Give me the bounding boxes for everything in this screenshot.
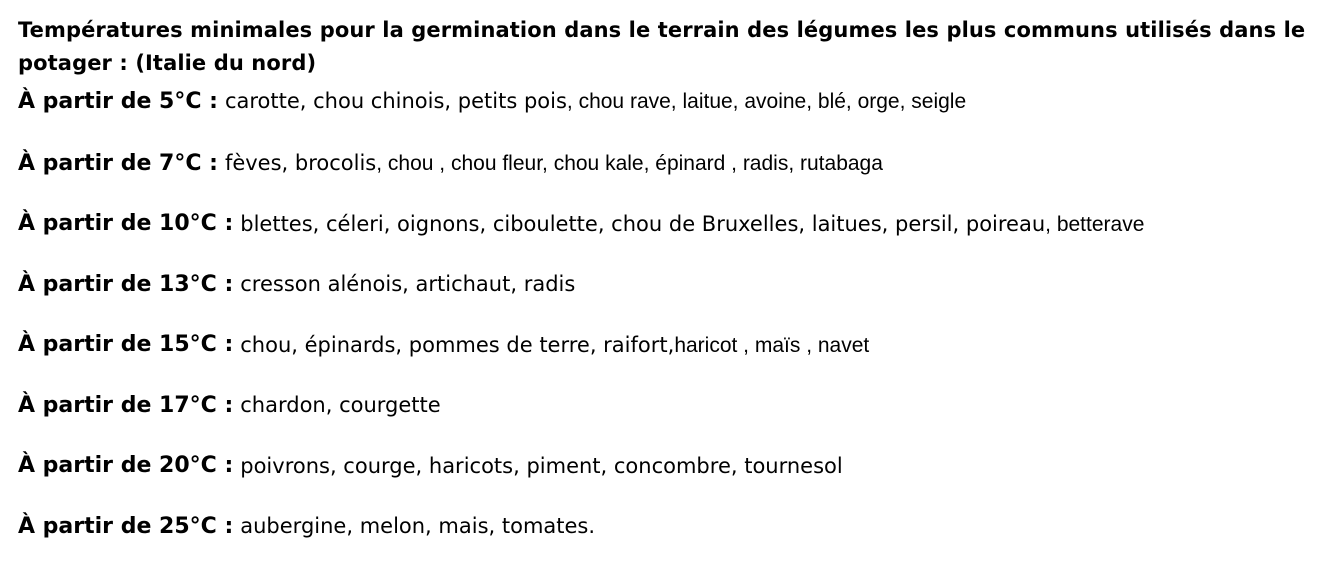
list-item: [18, 89, 1318, 133]
list-item: [18, 194, 1318, 255]
vegetable-list: blettes, céleri, oignons, ciboulette, chou de Bruxelles, laitues, persil, poireau: [240, 211, 1046, 236]
vegetable-list: chardon, courgette: [240, 393, 441, 418]
temperature-label: À partir de 20°C :: [18, 453, 234, 479]
temperature-list: [18, 89, 1318, 557]
vegetable-list: poivrons, courge, haricots, piment, concombre, tournesol: [240, 453, 843, 478]
document: [18, 14, 1318, 557]
vegetable-list: chou, épinards, pommes de terre, raifort,: [240, 332, 675, 357]
temperature-label: À partir de 25°C :: [18, 513, 234, 539]
list-item: [18, 254, 1318, 315]
list-item: [18, 133, 1318, 194]
vegetable-list: aubergine, melon, mais, tomates.: [240, 514, 596, 539]
document-title: Températures minimales pour la germination dans le terrain des légumes les plus communs utilisés dans le potager : (Italie du nord): [18, 18, 1306, 75]
vegetable-list: fèves, brocolis: [224, 151, 377, 176]
temperature-label: À partir de 10°C :: [18, 211, 234, 237]
vegetable-list-extra: , chou rave, laitue, avoine, blé, orge, seigle: [566, 90, 967, 113]
vegetable-list-extra: , betterave: [1045, 212, 1145, 236]
vegetable-list: carotte, chou chinois, petits pois: [224, 89, 567, 113]
vegetable-list-extra: , chou , chou fleur, chou kale, épinard , radis, rutabaga: [376, 152, 883, 176]
list-item: [18, 375, 1318, 436]
list-item: [18, 315, 1318, 376]
vegetable-list-extra: haricot , maïs , navet: [674, 333, 870, 357]
temperature-label: À partir de 13°C :: [18, 271, 234, 297]
temperature-label: À partir de 15°C :: [18, 332, 234, 358]
temperature-label: À partir de 17°C :: [18, 392, 234, 418]
temperature-label: À partir de 7°C :: [18, 150, 218, 176]
list-item: [18, 436, 1318, 497]
temperature-label: À partir de 5°C :: [18, 89, 218, 114]
vegetable-list: cresson alénois, artichaut, radis: [240, 272, 576, 297]
list-item: [18, 496, 1318, 557]
